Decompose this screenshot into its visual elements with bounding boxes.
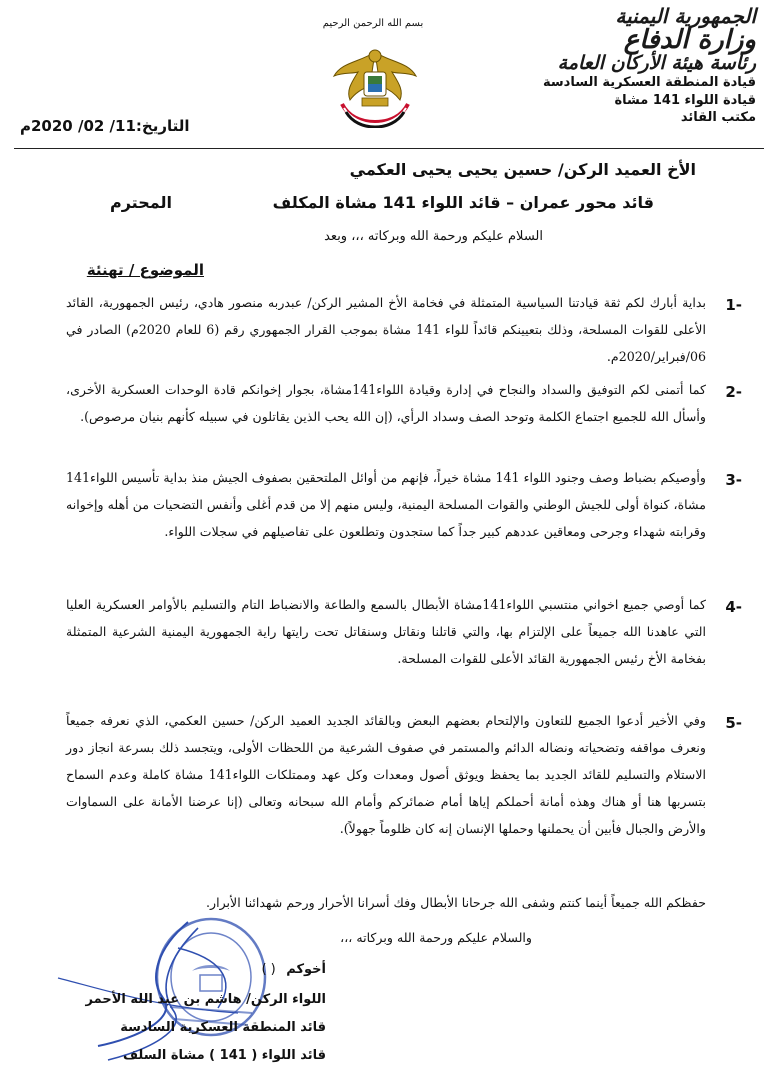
paragraph-text: بداية أبارك لكم ثقة قيادتنا السياسية المتمثلة في فخامة الأخ المشير الركن/ عبدربه منصور هادي، رئيس الجمهورية، القائد الأعلى للقوات المسلحة، وذلك بتعيينكم قائداً للواء 141 مشاة بموجب القرار الجمهوري رقم (6 للعام 2020م) الصادر في 06/فبراير/2020م.: [66, 295, 706, 365]
greeting: السلام عليكم ورحمة الله وبركاته ،،، وبعد: [324, 229, 543, 244]
general-staff: رئاسة هيئة الأركان العامة: [557, 52, 756, 75]
paragraph-2: [66, 376, 742, 430]
ministry-name: وزارة الدفاع: [623, 25, 756, 55]
letterhead-line: مكتب القائد: [680, 110, 756, 126]
farewell: والسلام عليكم ورحمة الله وبركاته ،،،: [340, 930, 532, 945]
paragraph-text: وأوصيكم بضباط وصف وجنود اللواء 141 مشاة خيراً، فإنهم من أوائل الملتحقين بصفوف الجيش منذ بداية تأسيس اللواء141 مشاة، كنواة أولى للجيش الوطني والقوات المسلحة اليمنية، وليس منهم إلا من قدم أغلى وأنفس التضحيات من أهله وإخوانه وقرابته شهداء وجرحى ومعاقين عددهم كبير جداً كما ستجدون وتطلعون على تفاصيلهم في سجلات اللواء.: [66, 470, 706, 540]
paragraph-1: [66, 289, 742, 370]
signer-title-2: قائد اللواء ( 141 ) مشاة السلف: [122, 1048, 326, 1063]
eagle-emblem-icon: [330, 42, 420, 128]
header-divider: [14, 148, 764, 149]
paragraph-number: -4: [725, 598, 742, 616]
akhukum-label: [126, 958, 326, 983]
recipient-title: قائد محور عمران – قائد اللواء 141 مشاة المكلف: [272, 193, 654, 212]
basmala: بسم الله الرحمن الرحيم: [322, 18, 424, 29]
signer-name: اللواء الركن/ هاشم بن عبد الله الأحمر: [85, 992, 326, 1007]
paragraph-text: وفي الأخير أدعوا الجميع للتعاون والإلتحام بعضهم البعض وبالقائد الجديد العميد الركن/ حسين العكمي، الذي نعرفه جميعاً ونعرف مواقفه وتضحياته ونضاله الدائم والمستمر في صفوف الشرعية من اللحظات الأولى، ويتجسد ذلك بسرعة انجاز دور الاستلام والتسليم للقائد الجديد بما يحفظ ويوثق أصول ومعدات وكل عهد وممتلكات اللواء141 مشاة كاملة وعدم السماح بتسربها هنا أو هناك وهذه أمانة أحملكم إياها أمام ضمائركم وأمام الله سبحانه وتعالى (إنا عرضنا الأمانة على السماوات والأرض والجبال فأبين أن يحملنها وحملها الإنسان إنه كان ظلوماً جهولاً).: [66, 713, 706, 837]
paragraph-number: -3: [725, 471, 742, 489]
paragraph-text: كما أتمنى لكم التوفيق والسداد والنجاح في إدارة وقيادة اللواء141مشاة، بجوار إخوانكم قادة الوحدات العسكرية الأخرى، وأسأل الله للجميع اجتماع الكلمة وتوحد الصف وسداد الرأي، (إن الله يحب الذين يقاتلون في سبيله كأنهم بنيان مرصوص).: [66, 382, 706, 425]
signer-title-1: قائد المنطقة العسكرية السادسة: [120, 1020, 326, 1035]
letterhead: [506, 6, 756, 127]
paragraph-4: [66, 591, 742, 672]
signature-parenthesis: ( ): [261, 962, 276, 977]
letterhead-line: قيادة المنطقة العسكرية السادسة: [543, 75, 756, 91]
paragraph-number: -2: [725, 383, 742, 401]
recipient-name: الأخ العميد الركن/ حسين يحيى يحيى العكمي: [349, 160, 696, 179]
letter-date: التاريخ:11/ 02/ 2020م: [20, 117, 190, 135]
republic-name: الجمهورية اليمنية: [615, 4, 756, 28]
paragraph-5: [66, 707, 742, 842]
closing-prayer: حفظكم الله جميعاً أينما كنتم وشفى الله جرحانا الأبطال وفك أسرانا الأحرار ورحم شهدائنا الأبرار.: [206, 895, 706, 910]
letterhead-line: قيادة اللواء 141 مشاة: [614, 92, 756, 108]
akhukum-text: أخوكم: [286, 962, 326, 977]
paragraph-text: كما أوصي جميع اخواني منتسبي اللواء141مشاة الأبطال بالسمع والطاعة والانضباط التام والتسليم بالأوامر العسكرية العليا التي عاهدنا الله جميعاً على الإلتزام بها، والتي قاتلنا ونقاتل وسنقاتل تحت رايتها راية الجمهورية اليمنية الشرعية المتمثلة بفخامة الأخ رئيس الجمهورية القائد الأعلى للقوات المسلحة.: [66, 597, 706, 667]
paragraph-3: [66, 464, 742, 545]
subject-line: الموضوع / تهنئة: [86, 261, 204, 279]
paragraph-number: -5: [725, 714, 742, 732]
respect-word: المحترم: [110, 193, 172, 212]
paragraph-number: -1: [725, 296, 742, 314]
